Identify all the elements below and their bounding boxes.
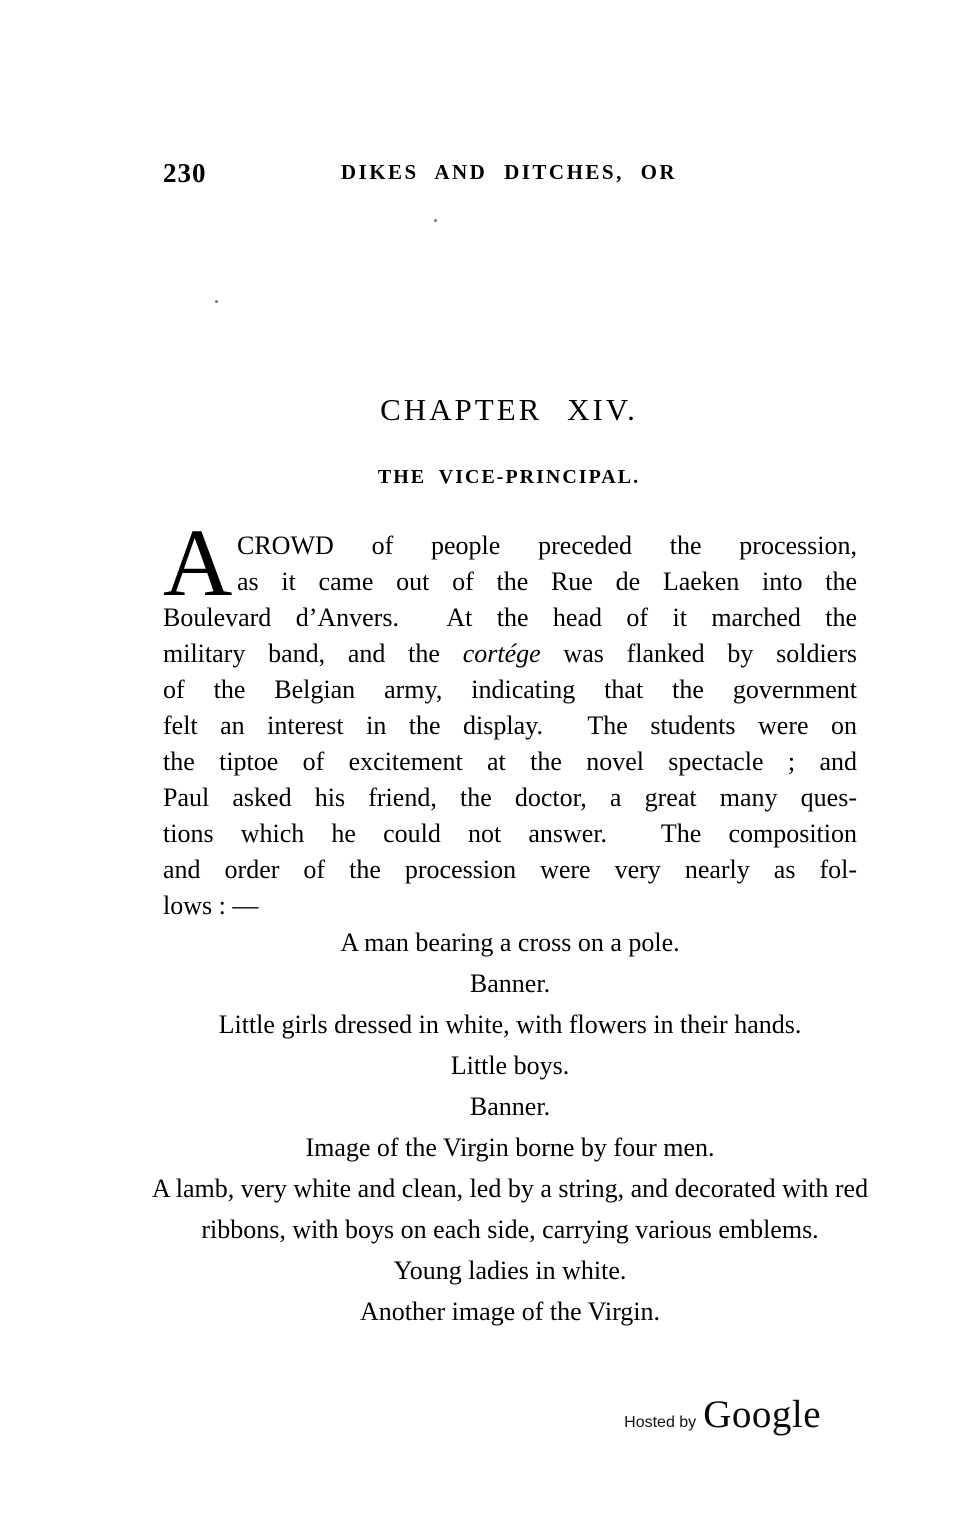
procession-item: Banner. [469,1092,551,1121]
chapter-heading: CHAPTER XIV. [380,392,638,427]
paragraph-line: the tiptoe of excitement at the novel spectacle ; and [163,747,857,776]
paragraph-line: lows : — [163,891,259,920]
chapter-subtitle: THE VICE-PRINCIPAL. [377,466,641,488]
procession-item: Banner. [469,969,551,998]
page-header [163,158,855,192]
paragraph-line: as it came out of the Rue de Laeken into the [237,567,857,596]
paragraph-line: CROWD of people preceded the procession, [237,531,857,560]
procession-item: Young ladies in white. [393,1256,627,1285]
running-header: DIKES AND DITCHES, OR [340,160,678,184]
cortege-post-text: was flanked by soldiers [540,639,857,668]
paragraph-line: tions which he could not answer. The composition [163,819,857,848]
procession-item: Little boys. [450,1051,570,1080]
google-logo: Google [703,1393,821,1436]
opening-paragraph [163,509,857,924]
cortege-pre-text: military band, and the [163,639,463,668]
procession-item: Image of the Virgin borne by four men. [305,1133,715,1162]
hosted-by-label: Hosted by [624,1414,697,1431]
paragraph-line: Paul asked his friend, the doctor, a great many ques- [163,783,857,812]
paragraph-line: Boulevard d’Anvers. At the head of it marched the [163,603,857,632]
procession-item: A lamb, very white and clean, led by a string, and decorated with red ribbons, with boys on each side, carrying various emblems. [151,1174,869,1244]
cortege-italic-word: cortége [462,639,541,668]
procession-list [140,922,880,1332]
paragraph-line: of the Belgian army, indicating that the government [163,675,857,704]
procession-item: Another image of the Virgin. [359,1297,661,1326]
drop-cap: A [163,509,233,616]
paragraph-line: and order of the procession were very nearly as fol- [163,855,857,884]
hosted-by-google-watermark [624,1392,821,1437]
paragraph-line-cortege [163,636,857,672]
scan-speck [434,219,437,222]
paragraph-line: felt an interest in the display. The students were on [163,711,857,740]
page-number: 230 [163,158,207,188]
scan-speck [215,300,218,303]
procession-item: Little girls dressed in white, with flowers in their hands. [218,1010,802,1039]
procession-item: A man bearing a cross on a pole. [340,928,680,957]
